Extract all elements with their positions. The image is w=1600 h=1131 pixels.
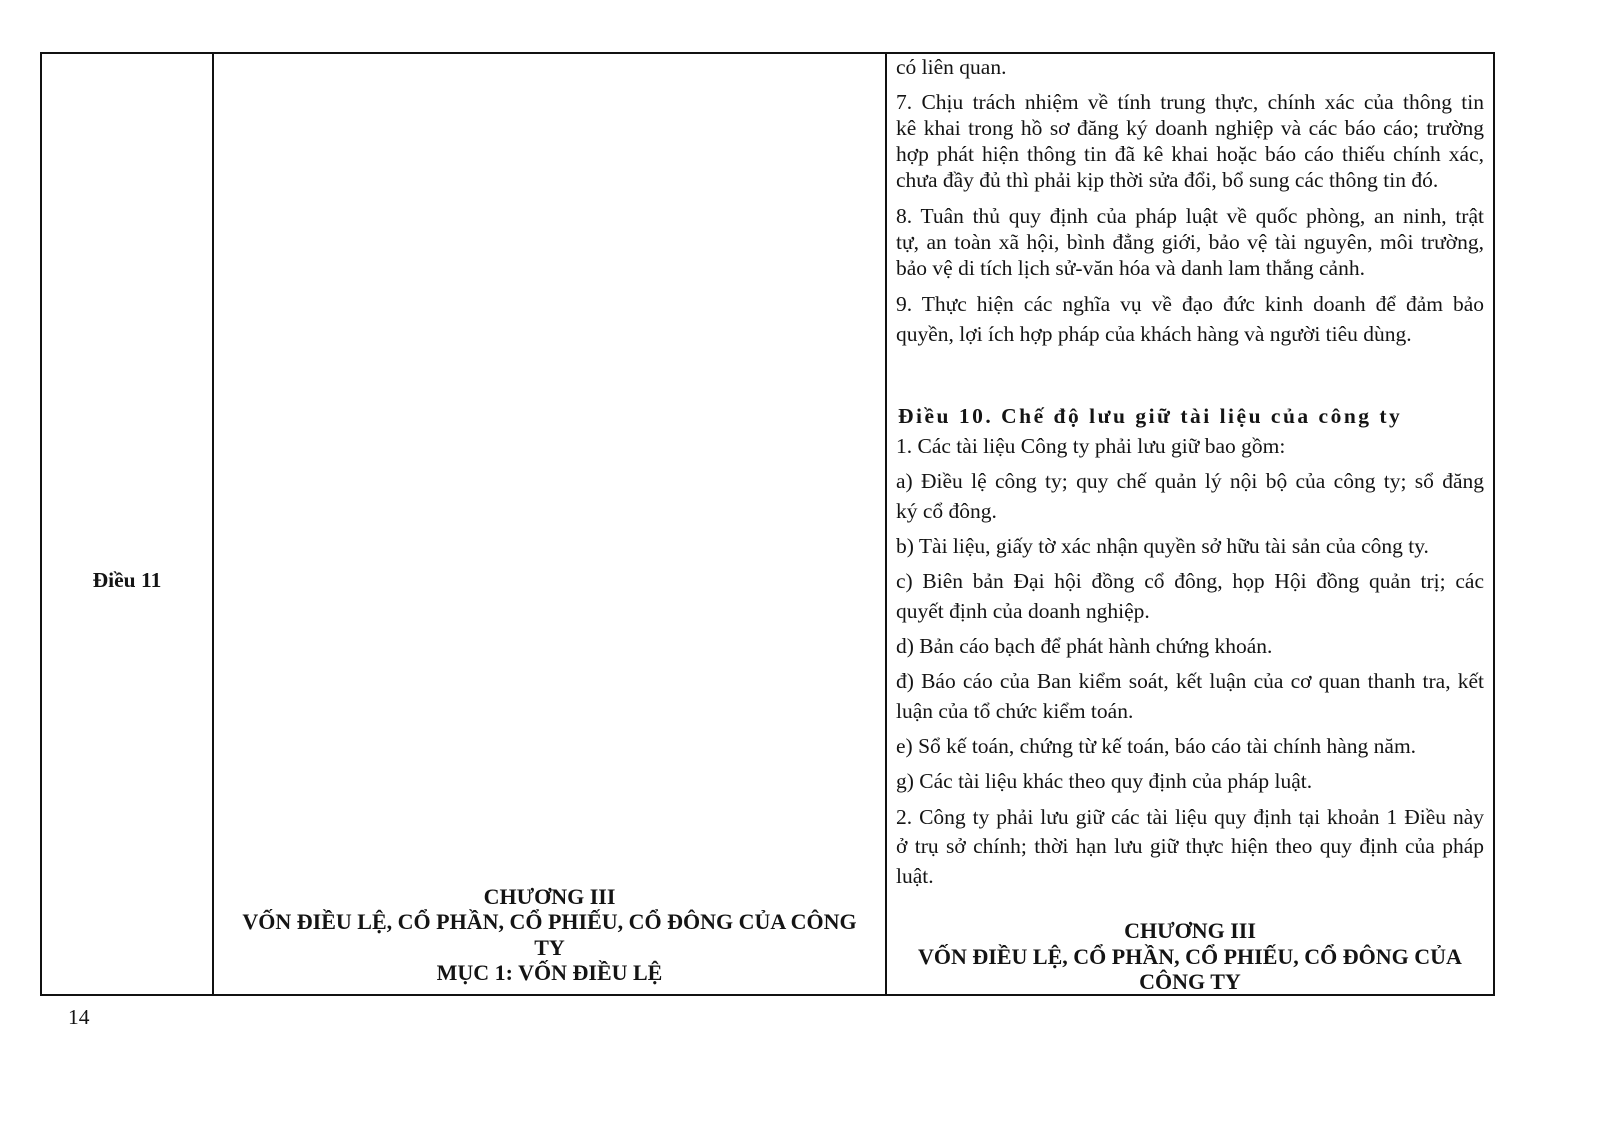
- text-line: có liên quan.: [896, 55, 1007, 79]
- text-line: 9. Thực hiện các nghĩa vụ về đạo đức kinh doanh để đảm bảo: [896, 292, 1484, 316]
- text-line: b) Tài liệu, giấy tờ xác nhận quyền sở hữu tài sản của công ty.: [896, 534, 1429, 558]
- list-item-dd: [896, 667, 1484, 726]
- text-line: 2. Công ty phải lưu giữ các tài liệu quy định tại khoản 1 Điều này: [896, 804, 1484, 829]
- list-item-g: [896, 767, 1484, 797]
- text-line: đ) Báo cáo của Ban kiểm soát, kết luận của cơ quan thanh tra, kết: [896, 669, 1484, 693]
- paragraph-continued: [896, 54, 1484, 80]
- text-line: luật.: [896, 863, 934, 888]
- chapter-title-line: CÔNG TY: [1139, 969, 1241, 994]
- text-line: d) Bản cáo bạch để phát hành chứng khoán.: [896, 634, 1273, 658]
- chapter-title-line: VỐN ĐIỀU LỆ, CỔ PHẦN, CỔ PHIẾU, CỔ ĐÔNG CỦA CÔNG: [242, 909, 857, 935]
- list-item-e: [896, 732, 1484, 762]
- column-divider-2: [885, 52, 887, 996]
- chapter-heading-right: [896, 918, 1484, 995]
- section-title: MỤC 1: VỐN ĐIỀU LỆ: [436, 960, 663, 986]
- text-line: hợp phát hiện thông tin đã kê khai hoặc báo cáo thiếu chính xác,: [896, 142, 1484, 166]
- text-line: 7. Chịu trách nhiệm về tính trung thực, chính xác của thông tin: [896, 90, 1484, 114]
- list-item-a: [896, 467, 1484, 526]
- text-line: luận của tổ chức kiểm toán.: [896, 698, 1134, 723]
- text-line: 1. Các tài liệu Công ty phải lưu giữ bao gồm:: [896, 434, 1286, 458]
- paragraph-9: [896, 289, 1484, 349]
- article-text-column: [896, 0, 1484, 888]
- chapter-title-line: TY: [534, 934, 565, 960]
- clause-2: [896, 803, 1484, 892]
- chapter-title-line: VỐN ĐIỀU LỆ, CỔ PHẦN, CỔ PHIẾU, CỔ ĐÔNG CỦA: [918, 943, 1462, 969]
- text-line: chưa đầy đủ thì phải kịp thời sửa đổi, bổ sung các thông tin đó.: [896, 168, 1439, 192]
- article-reference: Điều 11: [92, 568, 162, 592]
- text-line: quyền, lợi ích hợp pháp của khách hàng và người tiêu dùng.: [896, 322, 1412, 346]
- paragraph-8: [896, 203, 1484, 281]
- page-number: 14: [68, 1005, 90, 1029]
- clause-1: [896, 432, 1484, 462]
- column-divider-1: [212, 52, 214, 996]
- paragraph-7: [896, 89, 1484, 193]
- text-line: tự, an toàn xã hội, bình đẳng giới, bảo vệ tài nguyên, môi trường,: [896, 230, 1484, 254]
- text-line: kê khai trong hồ sơ đăng ký doanh nghiệp và các báo cáo; trường: [896, 116, 1484, 140]
- article-title: Điều 10. Chế độ lưu giữ tài liệu của công ty: [898, 404, 1403, 428]
- text-line: a) Điều lệ công ty; quy chế quản lý nội bộ của công ty; sổ đăng: [896, 469, 1484, 493]
- chapter-heading-left: [213, 884, 886, 986]
- text-line: ký cổ đông.: [896, 498, 997, 523]
- chapter-number: CHƯƠNG III: [1124, 918, 1256, 943]
- text-line: g) Các tài liệu khác theo quy định của pháp luật.: [896, 768, 1313, 793]
- list-item-c: [896, 567, 1484, 626]
- text-line: bảo vệ di tích lịch sử-văn hóa và danh lam thắng cảnh.: [896, 256, 1365, 280]
- list-item-b: [896, 532, 1484, 562]
- text-line: quyết định của doanh nghiệp.: [896, 598, 1150, 623]
- text-line: 8. Tuân thủ quy định của pháp luật về quốc phòng, an ninh, trật: [896, 204, 1484, 228]
- text-line: c) Biên bản Đại hội đồng cổ đông, họp Hội đồng quản trị; các: [896, 569, 1484, 593]
- text-line: ở trụ sở chính; thời hạn lưu giữ thực hiện theo quy định của pháp: [896, 834, 1484, 858]
- text-line: e) Sổ kế toán, chứng từ kế toán, báo cáo tài chính hàng năm.: [896, 733, 1417, 758]
- list-item-d: [896, 632, 1484, 662]
- chapter-number: CHƯƠNG III: [483, 884, 616, 909]
